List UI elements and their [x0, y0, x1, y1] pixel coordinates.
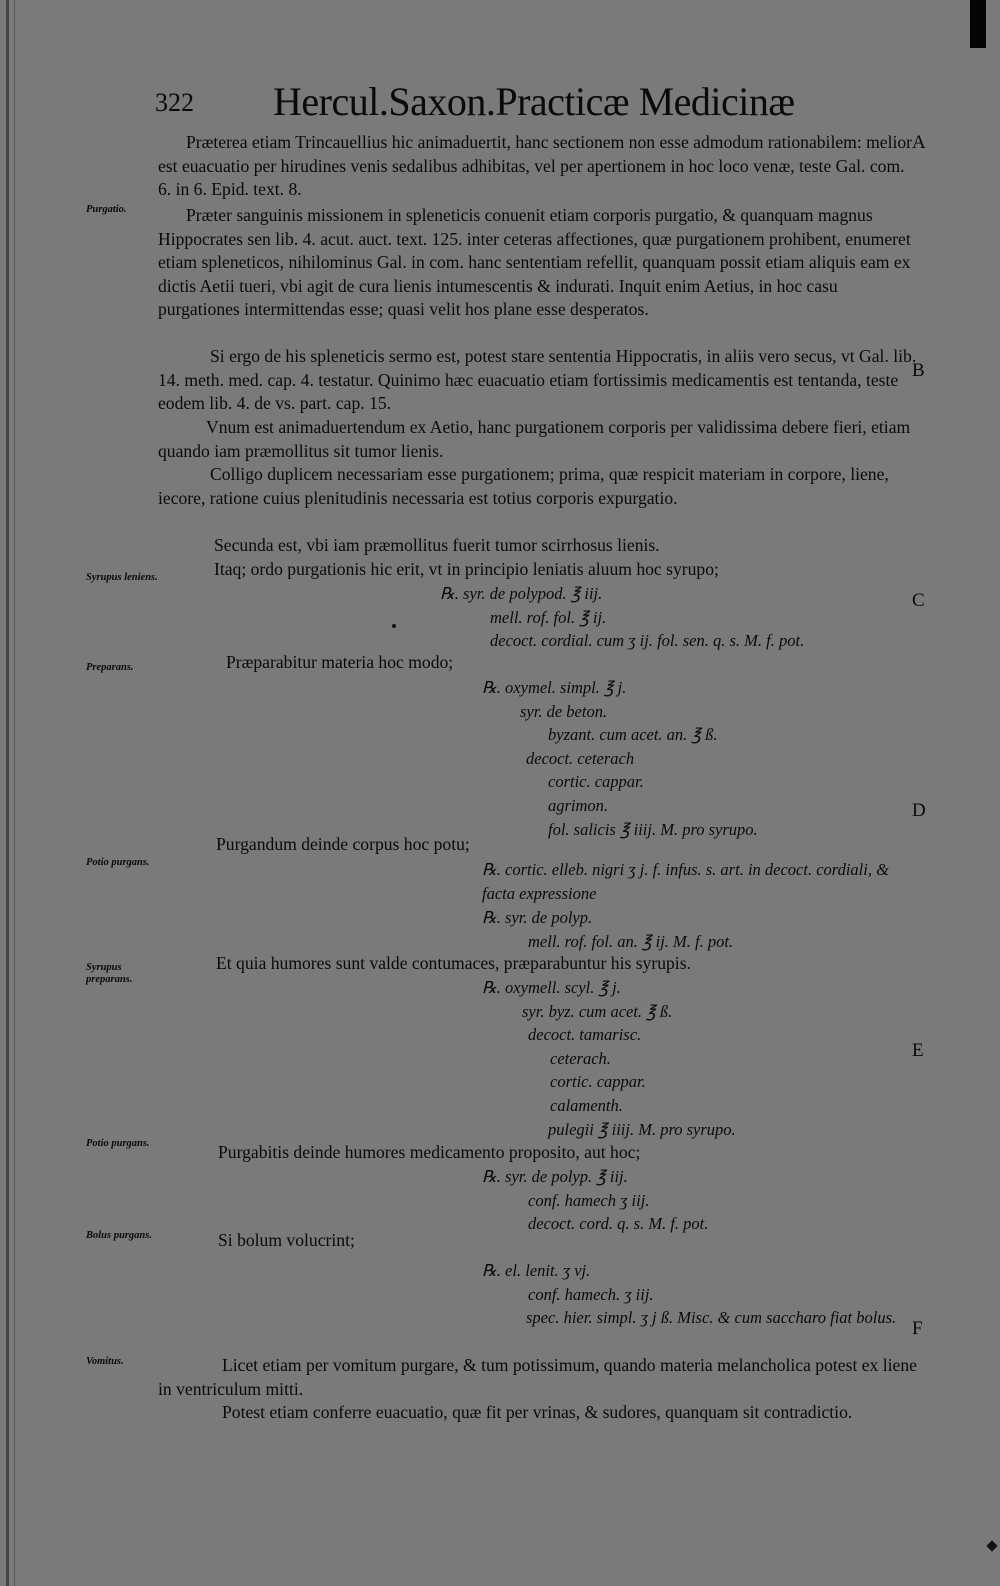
page-header — [155, 78, 915, 128]
ink-mark — [986, 1540, 997, 1551]
paragraph-text: Itaq; ordo purgationis hic erit, vt in principio leniatis aluum hoc syrupo; — [214, 559, 719, 579]
recipe-line: ℞. oxymel. simpl. ℥ j. — [482, 678, 627, 697]
paragraph-text: Colligo duplicem necessariam esse purgationem; prima, quæ respicit materiam in corpore, liene, iecore, ratione cuius plenitudinis necessaria est totius corporis expurgatio. — [158, 464, 889, 508]
recipe-line: mell. rof. fol. ℥ ij. — [490, 607, 607, 627]
recipe-line: ℞. syr. de polypod. ℥ iij. — [440, 584, 603, 603]
recipe-syrupus-leniens — [440, 582, 804, 653]
recipe-line: decoct. tamarisc. — [528, 1025, 642, 1045]
binding-edge-inner — [14, 0, 15, 1586]
paragraph-12 — [218, 1229, 818, 1253]
recipe-line: ceterach. — [550, 1048, 611, 1068]
paragraph-text: Si ergo de his spleneticis sermo est, potest stare sententia Hippocratis, in aliis vero secus, vt Gal. lib. 14. meth. med. cap. 4. testatur. Quinimo hæc euacuatio etiam fortissimis medicamentis est tentanda, teste eodem lib. 4. de vs. part. cap. 15. — [158, 346, 917, 414]
recipe-line: cortic. cappar. — [550, 1072, 646, 1092]
paragraph-text: Vnum est animaduertendum ex Aetio, hanc purgationem corporis per validissima debere fieri, etiam quando iam præmollitus sit tumor lienis. — [158, 417, 911, 461]
recipe-line: syr. byz. cum acet. ℥ ß. — [522, 1001, 673, 1021]
recipe-line: pulegii ℥ iiij. M. pro syrupo. — [548, 1119, 736, 1139]
recipe-syrupus-preparans — [482, 976, 736, 1141]
section-letter-a: A — [912, 132, 926, 153]
paragraph-text: Secunda est, vbi iam præmollitus fuerit tumor scirrhosus lienis. — [214, 535, 660, 555]
binding-edge — [6, 0, 9, 1586]
recipe-line: fol. salicis ℥ iiij. M. pro syrupo. — [548, 819, 758, 839]
recipe-line: conf. hamech. ʒ iij. — [528, 1284, 654, 1304]
paragraph-5 — [158, 463, 918, 510]
recipe-line: ℞. el. lenit. ʒ vj. — [482, 1261, 591, 1280]
margin-note-potio-purgans: Potio purgans. — [86, 857, 150, 868]
recipe-line: ℞. syr. de polyp. ℥ iij. — [482, 1167, 628, 1186]
recipe-line: syr. de beton. — [520, 701, 608, 721]
recipe-potio-purgans — [482, 858, 922, 905]
page-number: 322 — [155, 88, 194, 117]
paragraph-8 — [226, 651, 826, 675]
paragraph-text: Præparabitur materia hoc modo; — [226, 652, 454, 672]
running-title: Hercul.Saxon.Practicæ Medicinæ — [273, 79, 795, 124]
margin-note-purgatio: Purgatio. — [86, 204, 127, 215]
paragraph-text: Præterea etiam Trincauellius hic animaduertit, hanc sectionem non esse admodum rationabilem: melior est euacuatio per hirudines venis sedalibus adhibitas, vel per apertionem in hoc loco venæ, teste Gal. com. 6. in 6. Epid. text. 8. — [158, 132, 913, 200]
paragraph-1 — [158, 131, 918, 202]
margin-note-preparans: Preparans. — [86, 662, 134, 673]
corner-mark — [970, 0, 986, 48]
paragraph-9 — [216, 833, 816, 857]
paragraph-text: Præter sanguinis missionem in spleneticis conuenit etiam corporis purgatio, & quanquam magnus Hippocrates sen lib. 4. acut. auct. text. 125. inter ceteras affectiones, quæ purgationem prohibent, enumeret etiam spleneticos, nihilominus Gal. in com. hanc sententiam refellit, quanquam possit etiam aliquis eam ex dictis Aetii tueri, vbi agit de cura lienis intumescentis & indurati. Inquit enim Aetius, in hoc casu purgationes intermittendas esse; quasi velit hos plane esse desperatos. — [158, 205, 911, 320]
recipe-line: decoct. cord. q. s. M. f. pot. — [528, 1214, 709, 1234]
recipe-line: ℞. oxymell. scyl. ℥ j. — [482, 978, 621, 997]
section-letter-c: C — [912, 590, 925, 611]
margin-note-potio-purgans-2: Potio purgans. — [86, 1138, 150, 1149]
paragraph-text: Potest etiam conferre euacuatio, quæ fit per vrinas, & sudores, quanquam sit contradictio. — [222, 1402, 853, 1422]
paragraph-text: Si bolum volucrint; — [218, 1230, 355, 1250]
paragraph-4 — [158, 416, 918, 463]
paragraph-text: Purgabitis deinde humores medicamento proposito, aut hoc; — [218, 1142, 641, 1162]
paragraph-14 — [158, 1401, 918, 1425]
paragraph-3 — [158, 345, 918, 416]
recipe-line: agrimon. — [548, 795, 609, 815]
recipe-bolus-purgans — [482, 1259, 898, 1330]
recipe-line: cortic. cappar. — [548, 772, 644, 792]
section-letter-e: E — [912, 1040, 924, 1061]
recipe-line: calamenth. — [550, 1095, 623, 1115]
recipe-line: mell. rof. fol. an. ℥ ij. M. f. pot. — [528, 931, 734, 951]
recipe-line: ℞. syr. de polyp. — [482, 908, 593, 927]
ink-speck — [392, 624, 396, 628]
recipe-preparans — [482, 676, 758, 841]
margin-note-bolus-purgans: Bolus purgans. — [86, 1230, 152, 1241]
recipe-line: decoct. ceterach — [526, 748, 635, 768]
margin-note-vomitus: Vomitus. — [86, 1356, 124, 1367]
recipe-line: conf. hamech ʒ iij. — [528, 1190, 650, 1210]
section-letter-d: D — [912, 800, 926, 821]
paragraph-10 — [216, 952, 916, 976]
recipe-line: ℞. cortic. elleb. nigri ʒ j. f. infus. s. art. in decoct. cordiali, & facta expressione — [482, 860, 889, 903]
paragraph-2 — [158, 204, 918, 322]
section-letter-f: F — [912, 1318, 923, 1339]
section-letter-b: B — [912, 360, 925, 381]
recipe-line: spec. hier. simpl. ʒ j ß. Misc. & cum saccharo fiat bolus. — [526, 1308, 897, 1328]
paragraph-7 — [158, 558, 918, 582]
margin-note-syrupus-leniens: Syrupus leniens. — [86, 572, 158, 583]
recipe-potio-purgans-2 — [482, 906, 733, 953]
recipe-potio-purgans-3 — [482, 1165, 708, 1236]
recipe-line: decoct. cordial. cum ʒ ij. fol. sen. q. s. M. f. pot. — [490, 631, 805, 651]
paragraph-6 — [158, 534, 918, 558]
paragraph-text: Purgandum deinde corpus hoc potu; — [216, 834, 470, 854]
margin-note-syrupus-preparans: Syrupus preparans. — [86, 962, 133, 985]
recipe-line: byzant. cum acet. an. ℥ ß. — [548, 725, 718, 745]
paragraph-text: Licet etiam per vomitum purgare, & tum potissimum, quando materia melancholica potest ex liene in ventriculum mitti. — [158, 1355, 917, 1399]
paragraph-text: Et quia humores sunt valde contumaces, præparabuntur his syrupis. — [216, 953, 691, 973]
paragraph-13 — [158, 1354, 918, 1401]
paragraph-11 — [218, 1141, 918, 1165]
